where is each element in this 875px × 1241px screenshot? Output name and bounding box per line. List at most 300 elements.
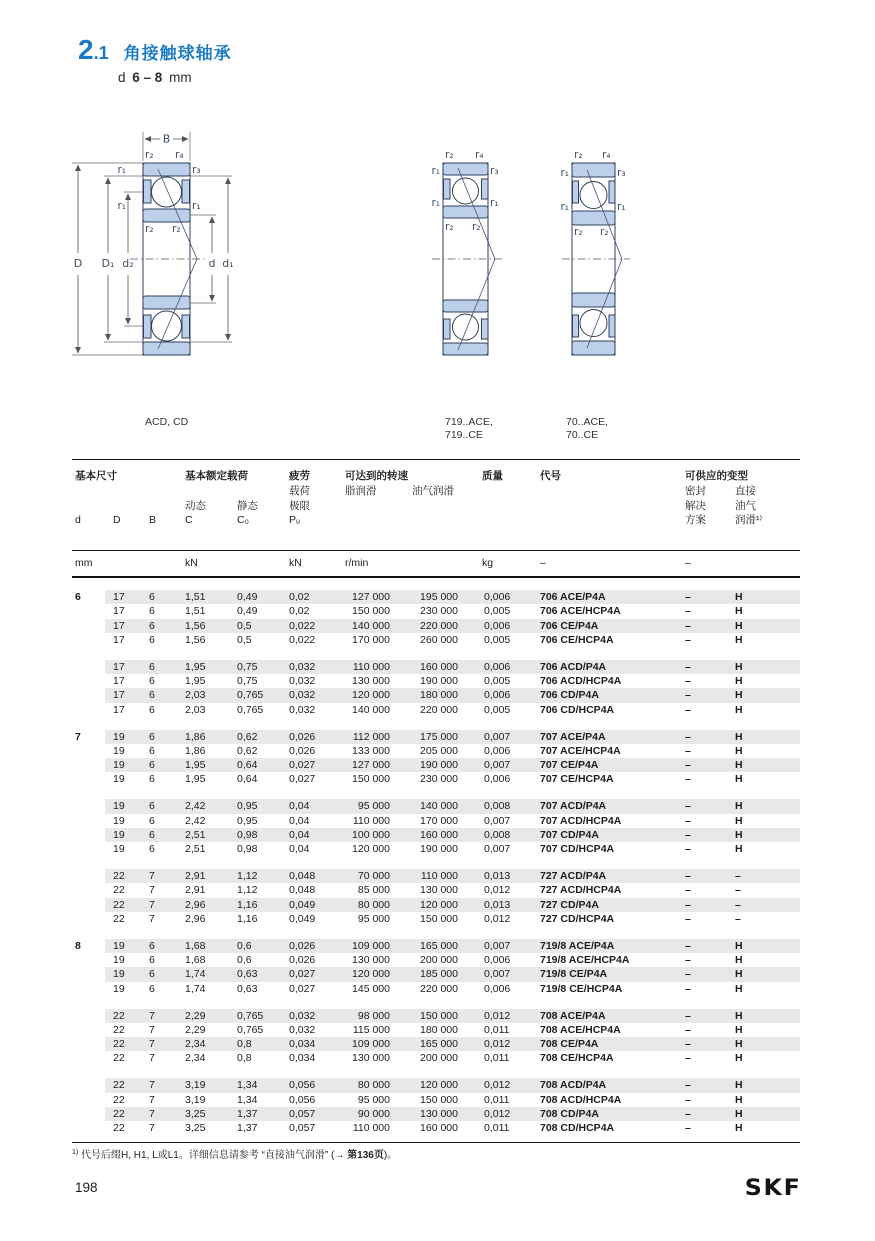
bearing-diagram-3	[550, 140, 660, 390]
col-speed-grease: 95 000	[357, 912, 390, 925]
col-Pu: 0,048	[289, 870, 316, 883]
col-C-dynamic: 1,74	[185, 982, 206, 995]
col-B: 6	[149, 730, 155, 743]
col-B: 6	[149, 843, 155, 855]
col-B: 7	[149, 1023, 155, 1036]
row-gap	[72, 996, 800, 1009]
col-d: 6	[75, 591, 81, 604]
col-mass: 0,006	[484, 619, 511, 632]
col-Pu: 0,049	[289, 898, 316, 911]
page-title	[78, 34, 232, 66]
col-direct-oilair: H	[735, 591, 743, 604]
col-D: 19	[113, 744, 125, 757]
header-fatigue-2: 载荷	[289, 484, 310, 497]
col-speed-oilair: 180 000	[420, 689, 458, 702]
col-B: 7	[149, 1079, 155, 1092]
subtitle	[118, 70, 192, 85]
table-row	[72, 799, 800, 813]
col-d	[72, 1121, 105, 1135]
col-speed-oilair: 130 000	[420, 884, 458, 897]
footnote-tail: )。	[383, 1150, 398, 1161]
caption-line: 719..CE	[445, 429, 483, 441]
col-speed-grease: 127 000	[352, 759, 390, 772]
col-B: 6	[149, 744, 155, 757]
col-mass: 0,006	[484, 954, 511, 967]
col-speed-oilair: 130 000	[420, 1107, 458, 1120]
subtitle-unit: mm	[169, 70, 192, 85]
col-speed-oilair: 120 000	[420, 898, 458, 911]
r1-label: r₁	[560, 167, 569, 179]
col-B: 6	[149, 591, 155, 604]
col-designation: 707 CE/HCP4A	[540, 773, 614, 786]
col-C-dynamic: 3,19	[185, 1093, 206, 1106]
col-mass: 0,011	[484, 1023, 510, 1036]
col-C-dynamic: 2,03	[185, 703, 206, 716]
col-mass: 0,012	[484, 1079, 511, 1092]
col-B: 6	[149, 605, 155, 618]
col-designation: 708 ACD/P4A	[540, 1079, 607, 1092]
col-d	[72, 898, 105, 912]
col-D: 22	[113, 1093, 125, 1106]
col-D: 19	[113, 730, 125, 743]
r2-label: r₂	[145, 223, 154, 235]
col-D: 22	[113, 870, 125, 883]
r2-label: r₂	[600, 226, 609, 238]
caption-line: 70..CE	[566, 429, 599, 441]
col-speed-oilair: 220 000	[420, 703, 458, 716]
col-D: 19	[113, 982, 125, 995]
col-Pu: 0,026	[289, 744, 316, 757]
col-designation: 708 ACD/HCP4A	[540, 1093, 622, 1106]
col-Pu: 0,034	[289, 1052, 316, 1065]
col-speed-grease: 85 000	[357, 884, 390, 897]
col-D: 19	[113, 954, 125, 967]
col-designation: 727 CD/P4A	[540, 898, 599, 911]
col-speed-grease: 98 000	[357, 1009, 390, 1022]
col-D: 17	[113, 675, 125, 688]
col-mass: 0,006	[484, 744, 511, 757]
col-seal-variant: –	[685, 689, 691, 702]
col-C-dynamic: 2,51	[185, 828, 206, 841]
table-row	[72, 953, 800, 967]
col-C-dynamic: 2,91	[185, 870, 206, 883]
col-d	[72, 912, 105, 926]
col-speed-grease: 133 000	[352, 744, 390, 757]
col-designation: 708 CD/P4A	[540, 1107, 599, 1120]
dim-d-label: d	[208, 257, 216, 270]
r2-label: r₂	[445, 149, 454, 161]
header-direct-1: 直接	[735, 484, 756, 497]
r1-label: r₁	[431, 197, 440, 209]
col-speed-oilair: 195 000	[420, 591, 458, 604]
col-designation: 706 ACE/P4A	[540, 591, 606, 604]
col-d	[72, 619, 105, 633]
col-direct-oilair: H	[735, 689, 743, 702]
col-Pu: 0,04	[289, 814, 310, 827]
col-C-dynamic: 1,56	[185, 633, 206, 646]
col-d	[72, 1009, 105, 1023]
r2-label: r₂	[472, 221, 481, 233]
col-C-dynamic: 1,74	[185, 968, 206, 981]
col-direct-oilair: H	[735, 814, 743, 827]
col-B: 6	[149, 800, 155, 813]
unit-dash-1: –	[540, 557, 546, 570]
col-seal-variant: –	[685, 633, 691, 646]
table-row	[72, 660, 800, 674]
row-gap	[72, 856, 800, 869]
col-C-dynamic: 1,95	[185, 675, 206, 688]
header-col-d: d	[75, 514, 81, 527]
col-speed-grease: 80 000	[357, 898, 390, 911]
skf-logo: SKF	[744, 1176, 801, 1201]
col-direct-oilair: H	[735, 675, 743, 688]
col-B: 7	[149, 1093, 155, 1106]
col-designation: 706 CD/P4A	[540, 689, 599, 702]
header-grease-speed: 脂润滑	[345, 484, 377, 497]
col-C-dynamic: 1,95	[185, 773, 206, 786]
col-B: 6	[149, 703, 155, 716]
col-seal-variant: –	[685, 968, 691, 981]
col-mass: 0,011	[484, 1122, 510, 1134]
col-B: 6	[149, 828, 155, 841]
col-direct-oilair: H	[735, 605, 743, 618]
table-row	[72, 1107, 800, 1121]
col-speed-oilair: 170 000	[420, 814, 458, 827]
header-fatigue-3: 极限	[289, 499, 310, 512]
col-speed-grease: 115 000	[352, 1023, 390, 1036]
col-B: 7	[149, 1122, 155, 1134]
col-seal-variant: –	[685, 1093, 691, 1106]
col-Pu: 0,032	[289, 1009, 316, 1022]
col-designation: 708 CE/HCP4A	[540, 1052, 614, 1065]
col-seal-variant: –	[685, 1023, 691, 1036]
col-designation: 727 CD/HCP4A	[540, 912, 615, 925]
col-designation: 719/8 CE/HCP4A	[540, 982, 623, 995]
col-speed-oilair: 190 000	[420, 759, 458, 772]
col-C0-static: 0,98	[237, 843, 258, 855]
col-direct-oilair: H	[735, 1093, 743, 1106]
col-seal-variant: –	[685, 744, 691, 757]
col-speed-grease: 95 000	[357, 1093, 390, 1106]
col-direct-oilair: H	[735, 843, 743, 855]
col-Pu: 0,032	[289, 689, 316, 702]
col-seal-variant: –	[685, 800, 691, 813]
col-seal-variant: –	[685, 912, 691, 925]
header-static: 静态	[237, 499, 258, 512]
col-D: 19	[113, 828, 125, 841]
col-mass: 0,005	[484, 633, 511, 646]
col-speed-grease: 130 000	[352, 1052, 390, 1065]
table-row	[72, 772, 800, 786]
col-designation: 707 ACD/HCP4A	[540, 814, 622, 827]
col-mass: 0,005	[484, 675, 511, 688]
col-seal-variant: –	[685, 1009, 691, 1022]
table-row	[72, 982, 800, 996]
col-Pu: 0,057	[289, 1122, 316, 1134]
col-speed-oilair: 200 000	[420, 954, 458, 967]
col-seal-variant: –	[685, 591, 691, 604]
col-C-dynamic: 2,51	[185, 843, 206, 855]
col-speed-oilair: 260 000	[420, 633, 458, 646]
col-seal-variant: –	[685, 884, 691, 897]
col-speed-grease: 145 000	[352, 982, 390, 995]
r1-label: r₁	[560, 201, 569, 213]
col-C0-static: 0,64	[237, 773, 258, 786]
col-D: 22	[113, 1023, 125, 1036]
col-C0-static: 0,63	[237, 982, 258, 995]
col-Pu: 0,048	[289, 884, 316, 897]
col-d	[72, 633, 105, 647]
col-mass: 0,007	[484, 968, 511, 981]
col-C0-static: 0,5	[237, 619, 252, 632]
col-Pu: 0,027	[289, 759, 316, 772]
col-Pu: 0,04	[289, 828, 310, 841]
col-C0-static: 0,5	[237, 633, 252, 646]
col-designation: 708 ACE/P4A	[540, 1009, 606, 1022]
col-direct-oilair: H	[735, 939, 743, 952]
header-oilair-speed: 油气润滑	[412, 484, 454, 497]
col-seal-variant: –	[685, 1122, 691, 1134]
col-C-dynamic: 1,56	[185, 619, 206, 632]
col-C0-static: 0,95	[237, 800, 258, 813]
col-d	[72, 982, 105, 996]
col-d	[72, 674, 105, 688]
col-designation: 707 CD/HCP4A	[540, 843, 615, 855]
header-seal-1: 密封	[685, 484, 706, 497]
table-row	[72, 619, 800, 633]
col-C-dynamic: 2,03	[185, 689, 206, 702]
bearing-diagram-2	[420, 140, 530, 390]
col-C-dynamic: 1,51	[185, 591, 206, 604]
col-B: 6	[149, 982, 155, 995]
table-row	[72, 967, 800, 981]
col-D: 22	[113, 912, 125, 925]
col-Pu: 0,022	[289, 633, 316, 646]
col-d	[72, 1023, 105, 1037]
col-seal-variant: –	[685, 814, 691, 827]
col-direct-oilair: H	[735, 730, 743, 743]
unit-mm: mm	[75, 557, 93, 570]
col-designation: 708 CE/P4A	[540, 1038, 599, 1051]
r3-label: r₃	[617, 167, 626, 179]
col-C-dynamic: 2,91	[185, 884, 206, 897]
col-d	[72, 1037, 105, 1051]
r2-label: r₂	[574, 149, 583, 161]
col-D: 19	[113, 814, 125, 827]
diagram-caption-3	[566, 416, 608, 442]
col-mass: 0,008	[484, 800, 511, 813]
table-row	[72, 1023, 800, 1037]
header-fatigue-1: 疲劳	[289, 470, 310, 482]
col-d: 8	[75, 939, 81, 952]
col-mass: 0,006	[484, 591, 511, 604]
col-B: 6	[149, 675, 155, 688]
col-seal-variant: –	[685, 660, 691, 673]
col-Pu: 0,02	[289, 591, 310, 604]
col-B: 6	[149, 814, 155, 827]
col-direct-oilair: H	[735, 982, 743, 995]
col-d	[72, 842, 105, 856]
col-mass: 0,012	[484, 912, 511, 925]
col-designation: 719/8 ACE/HCP4A	[540, 954, 630, 967]
col-d	[72, 953, 105, 967]
col-C-dynamic: 3,25	[185, 1107, 206, 1120]
col-speed-grease: 150 000	[352, 605, 390, 618]
col-C0-static: 0,765	[237, 1009, 264, 1022]
col-speed-grease: 110 000	[352, 814, 390, 827]
col-mass: 0,007	[484, 939, 511, 952]
col-direct-oilair: H	[735, 800, 743, 813]
col-B: 7	[149, 1009, 155, 1022]
col-mass: 0,013	[484, 870, 511, 883]
col-direct-oilair: H	[735, 1122, 743, 1134]
col-d	[72, 967, 105, 981]
col-d	[72, 1078, 105, 1092]
diagram-caption-2	[445, 416, 493, 442]
col-D: 22	[113, 1052, 125, 1065]
col-direct-oilair: H	[735, 968, 743, 981]
dim-d2-label: d₂	[122, 257, 134, 270]
col-speed-grease: 120 000	[352, 689, 390, 702]
col-Pu: 0,032	[289, 1023, 316, 1036]
col-C0-static: 0,98	[237, 828, 258, 841]
r2-label: r₂	[574, 226, 583, 238]
col-designation: 727 ACD/HCP4A	[540, 884, 622, 897]
r3-label: r₃	[192, 164, 201, 176]
header-variants: 可供应的变型	[685, 470, 748, 482]
col-C-dynamic: 2,29	[185, 1023, 206, 1036]
col-d: 7	[75, 730, 81, 743]
unit-dash-2: –	[685, 557, 691, 570]
table-row	[72, 1093, 800, 1107]
col-Pu: 0,032	[289, 703, 316, 716]
header-designation: 代号	[540, 470, 561, 482]
col-C0-static: 0,8	[237, 1052, 252, 1065]
col-B: 7	[149, 912, 155, 925]
col-speed-grease: 127 000	[352, 591, 390, 604]
r1-label: r₁	[117, 200, 126, 212]
col-D: 17	[113, 591, 125, 604]
col-seal-variant: –	[685, 954, 691, 967]
col-mass: 0,006	[484, 982, 511, 995]
col-d	[72, 744, 105, 758]
col-C-dynamic: 2,42	[185, 814, 206, 827]
col-direct-oilair: H	[735, 773, 743, 786]
row-gap	[72, 717, 800, 730]
col-C0-static: 1,37	[237, 1122, 258, 1134]
header-dynamic: 动态	[185, 499, 206, 512]
col-C-dynamic: 1,68	[185, 939, 206, 952]
title-text: 角接触球轴承	[123, 44, 232, 63]
col-B: 6	[149, 773, 155, 786]
col-mass: 0,007	[484, 814, 511, 827]
section-number: 2	[78, 34, 94, 65]
col-speed-oilair: 140 000	[420, 800, 458, 813]
col-C0-static: 0,62	[237, 744, 258, 757]
col-Pu: 0,02	[289, 605, 310, 618]
col-designation: 706 ACE/HCP4A	[540, 605, 621, 618]
col-d	[72, 1107, 105, 1121]
col-direct-oilair: H	[735, 1052, 743, 1065]
col-speed-grease: 100 000	[352, 828, 390, 841]
unit-kn-2: kN	[289, 557, 302, 570]
col-direct-oilair: H	[735, 954, 743, 967]
col-mass: 0,013	[484, 898, 511, 911]
col-D: 22	[113, 1038, 125, 1051]
col-B: 7	[149, 898, 155, 911]
col-C-dynamic: 3,19	[185, 1079, 206, 1092]
col-C0-static: 1,34	[237, 1079, 258, 1092]
col-d	[72, 799, 105, 813]
col-C-dynamic: 2,42	[185, 800, 206, 813]
col-C0-static: 1,37	[237, 1107, 258, 1120]
col-direct-oilair: –	[735, 912, 741, 925]
header-seal-3: 方案	[685, 514, 706, 527]
col-mass: 0,005	[484, 703, 511, 716]
col-designation: 706 CE/HCP4A	[540, 633, 614, 646]
col-seal-variant: –	[685, 675, 691, 688]
col-speed-oilair: 150 000	[420, 1009, 458, 1022]
table-header	[72, 460, 800, 550]
caption-line: ACD, CD	[145, 416, 189, 428]
col-direct-oilair: H	[735, 1023, 743, 1036]
col-D: 19	[113, 773, 125, 786]
col-mass: 0,007	[484, 730, 511, 743]
col-C0-static: 1,12	[237, 870, 258, 883]
col-direct-oilair: –	[735, 884, 741, 897]
table-row	[72, 814, 800, 828]
row-gap	[72, 786, 800, 799]
r2-label: r₂	[445, 221, 454, 233]
col-seal-variant: –	[685, 898, 691, 911]
col-Pu: 0,026	[289, 939, 316, 952]
table-row	[72, 828, 800, 842]
footnote-text: 代号后缀H, H1, L或L1。详细信息请参考 “直接油气润滑” (	[78, 1150, 335, 1161]
col-C0-static: 0,6	[237, 939, 252, 952]
col-D: 22	[113, 1079, 125, 1092]
col-Pu: 0,026	[289, 954, 316, 967]
header-speeds: 可达到的转速	[345, 470, 408, 482]
col-speed-grease: 109 000	[352, 939, 390, 952]
col-C0-static: 0,49	[237, 605, 258, 618]
col-speed-oilair: 120 000	[420, 1079, 458, 1092]
col-speed-oilair: 220 000	[420, 619, 458, 632]
col-seal-variant: –	[685, 605, 691, 618]
col-direct-oilair: H	[735, 1038, 743, 1051]
col-seal-variant: –	[685, 1107, 691, 1120]
col-B: 6	[149, 619, 155, 632]
col-seal-variant: –	[685, 1079, 691, 1092]
header-direct-3: 润滑¹⁾	[735, 514, 763, 527]
col-mass: 0,012	[484, 1038, 511, 1051]
table-row	[72, 590, 800, 604]
col-Pu: 0,034	[289, 1038, 316, 1051]
table-row	[72, 939, 800, 953]
table-body	[72, 578, 800, 1143]
col-d	[72, 688, 105, 702]
col-d	[72, 883, 105, 897]
header-direct-2: 油气	[735, 499, 756, 512]
footnote-superscript: 1)	[72, 1149, 79, 1156]
col-speed-oilair: 190 000	[420, 675, 458, 688]
col-speed-oilair: 230 000	[420, 773, 458, 786]
col-D: 19	[113, 939, 125, 952]
col-speed-grease: 95 000	[357, 800, 390, 813]
col-designation: 706 CE/P4A	[540, 619, 599, 632]
col-C-dynamic: 2,29	[185, 1009, 206, 1022]
col-direct-oilair: –	[735, 898, 741, 911]
col-B: 7	[149, 1107, 155, 1120]
